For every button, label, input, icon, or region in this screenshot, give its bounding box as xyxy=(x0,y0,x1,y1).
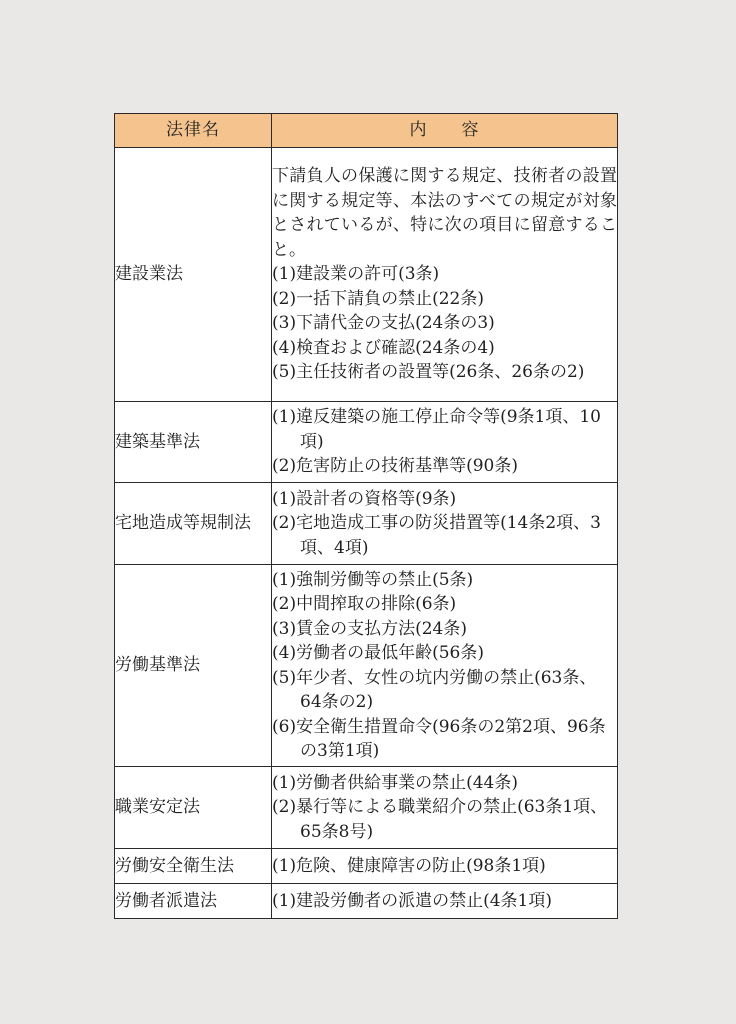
law-content-cell xyxy=(272,402,618,483)
content-intro: 下請負人の保護に関する規定、技術者の設置に関する規定等、本法のすべての規定が対象とされているが、特に次の項目に留意すること。 xyxy=(272,166,617,260)
table-header xyxy=(115,114,618,148)
content-item: (1)危険、健康障害の防止(98条1項) xyxy=(272,855,546,876)
content-item: (4)検査および確認(24条の4) xyxy=(272,337,495,358)
content-item: (2)中間搾取の排除(6条) xyxy=(272,594,457,614)
law-content-cell xyxy=(272,849,618,884)
header-row xyxy=(115,114,618,148)
law-content-cell xyxy=(272,148,618,402)
law-name-cell: 職業安定法 xyxy=(115,767,272,849)
law-name-cell: 労働者派遣法 xyxy=(115,884,272,919)
content-item: (1)強制労働等の禁止(5条) xyxy=(272,569,474,590)
content-item: (1)設計者の資格等(9条) xyxy=(272,488,457,509)
law-name-cell: 労働安全衛生法 xyxy=(115,849,272,884)
law-name-cell: 建設業法 xyxy=(115,148,272,402)
content-item: (5)年少者、女性の坑内労働の禁止(63条、64条の2) xyxy=(272,667,597,712)
header-content-char-1: 内 xyxy=(409,120,428,141)
law-name-cell: 建築基準法 xyxy=(115,402,272,483)
header-content-char-2: 容 xyxy=(461,120,480,141)
content-item: (3)賃金の支払方法(24条) xyxy=(272,618,467,639)
law-name-cell: 宅地造成等規制法 xyxy=(115,483,272,565)
content-item: (1)労働者供給事業の禁止(44条) xyxy=(272,772,518,793)
law-content-cell xyxy=(272,884,618,919)
table-row xyxy=(115,483,618,565)
table-row xyxy=(115,884,618,919)
law-content-cell xyxy=(272,767,618,849)
content-item: (1)建設労働者の派遣の禁止(4条1項) xyxy=(272,890,552,911)
table-row xyxy=(115,402,618,483)
content-item: (2)暴行等による職業紹介の禁止(63条1項、65条8号) xyxy=(272,797,608,842)
table-row xyxy=(115,767,618,849)
law-content-cell xyxy=(272,565,618,767)
table-row xyxy=(115,849,618,884)
content-item: (2)宅地造成工事の防災措置等(14条2項、3項、4項) xyxy=(272,513,601,558)
table-body xyxy=(115,148,618,919)
content-item: (2)危害防止の技術基準等(90条) xyxy=(272,456,518,477)
law-table xyxy=(114,113,618,919)
law-name-cell: 労働基準法 xyxy=(115,565,272,767)
content-item: (1)違反建築の施工停止命令等(9条1項、10項) xyxy=(272,407,601,452)
content-item: (5)主任技術者の設置等(26条、26条の2) xyxy=(272,362,585,383)
content-item: (4)労働者の最低年齢(56条) xyxy=(272,643,484,663)
content-item: (6)安全衛生措置命令(96条の2第2項、96条の3第1項) xyxy=(272,716,606,761)
header-law-name: 法律名 xyxy=(115,114,272,148)
table-row xyxy=(115,148,618,402)
header-content xyxy=(272,114,618,148)
table-row xyxy=(115,565,618,767)
law-content-cell xyxy=(272,483,618,565)
content-item: (1)建設業の許可(3条) xyxy=(272,264,440,285)
content-item: (3)下請代金の支払(24条の3) xyxy=(272,313,495,334)
content-item: (2)一括下請負の禁止(22条) xyxy=(272,288,484,309)
